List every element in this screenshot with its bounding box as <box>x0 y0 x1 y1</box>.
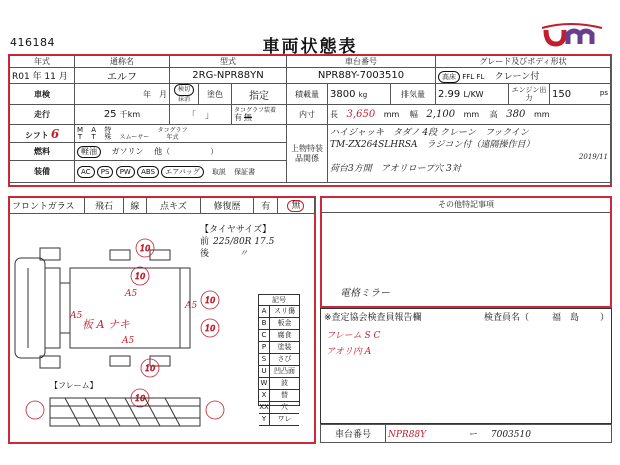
taco-yes: 有 <box>234 113 242 122</box>
wid-label: 幅 <box>409 110 418 119</box>
code-key: S <box>259 354 270 365</box>
code-key: A <box>259 306 270 317</box>
code-row <box>259 330 299 342</box>
equip-warranty: 保証書 <box>234 167 256 176</box>
tire-mark-2: 10 <box>135 272 146 281</box>
grade-opt-ffl: FFL <box>462 72 475 81</box>
mileage-bracket: 「 」 <box>170 105 232 125</box>
vehicle-model: 2RG-NPR88YN <box>170 68 287 84</box>
code-value: 凹凸面 <box>274 367 295 375</box>
tire-marks <box>131 239 219 407</box>
frame-tire-marks <box>26 401 224 419</box>
inspector-line2: アオリ内 A <box>326 347 372 357</box>
grade-opt-highfloor: 高床 <box>438 71 460 83</box>
damage-mark-2: A5 <box>185 301 198 311</box>
code-value: ワレ <box>277 415 292 423</box>
len-value: 3,650 <box>346 109 376 120</box>
chassis-num: 7003510 <box>490 430 531 440</box>
tire-mark-5: 10 <box>145 364 156 373</box>
upper-special-label: 上物特装品関係 <box>287 125 328 183</box>
len-mm: mm <box>383 110 400 119</box>
tire-title: 【タイヤサイズ】 <box>200 225 272 235</box>
frame-outline <box>50 398 200 426</box>
label-model: 型式 <box>170 56 287 68</box>
code-row <box>259 306 299 318</box>
fuel-opt-diesel: 軽油 <box>77 146 101 158</box>
tire-rear-value: 〃 <box>239 249 249 259</box>
chassis-dash: ー <box>468 430 478 440</box>
capacity-label: 積載量 <box>287 84 328 105</box>
grade-opt-fl: FL <box>476 72 485 81</box>
equip-abs: ABS <box>137 166 159 178</box>
disp-cell <box>436 84 509 105</box>
insp-repair: 修復歴 <box>200 198 254 214</box>
equip-ps: PS <box>97 166 114 178</box>
shift-label <box>10 125 75 143</box>
vehicle-frame: NPR88Y-7003510 <box>287 68 436 84</box>
insp-scratch: 点キズ <box>147 198 200 214</box>
wid-mm: mm <box>463 110 480 119</box>
capacity-cell <box>328 84 391 105</box>
shift-special-bot: 殊 <box>104 132 112 141</box>
grade-cell <box>436 68 611 84</box>
kenhoku-cell <box>170 84 199 105</box>
inner-label: 内寸 <box>287 105 328 125</box>
fuel-opt-other: 他（ ） <box>154 146 219 156</box>
mileage-unit: 千km <box>119 110 141 119</box>
shift-special-top: 特 <box>104 125 112 134</box>
len-label: 長 <box>330 110 338 119</box>
document-id: 416184 <box>10 36 55 49</box>
dimension-cell <box>328 105 611 125</box>
equip-airbag: エアバッグ <box>161 166 203 178</box>
shift-options <box>75 125 287 143</box>
wid-value: 2,100 <box>426 109 456 120</box>
insp-chip: 飛石 <box>85 198 124 214</box>
code-row <box>259 378 299 390</box>
code-row <box>259 366 299 378</box>
insp-windshield: フロントガラス <box>10 198 85 214</box>
code-key: B <box>259 318 270 329</box>
code-value: さび <box>277 355 292 363</box>
power-value: 150 <box>552 88 572 100</box>
tire-front-value: 225/80R 17.5 <box>213 237 275 247</box>
label-name: 通称名 <box>75 56 170 68</box>
code-legend-title: 記号 <box>259 295 299 306</box>
inspector-title: ※査定協会検査員報告欄 <box>324 313 422 323</box>
code-key: U <box>259 366 270 377</box>
equipment-options <box>75 161 287 183</box>
chassis-value: NPR88Y <box>388 430 427 440</box>
code-row <box>259 342 299 354</box>
color-label: 塗色 <box>199 84 232 105</box>
code-key: C <box>259 330 270 341</box>
shaken-ym: 年 月 <box>75 84 170 105</box>
tire-front-label: 前 <box>200 237 210 247</box>
grade-value: クレーン付 <box>494 71 540 82</box>
inspector-close: ） <box>600 313 610 323</box>
shift-label-text: シフト <box>24 130 49 140</box>
insp-line: 線 <box>123 198 147 214</box>
label-grade: グレード及びボディ形状 <box>436 56 611 68</box>
color-value: 指定 <box>232 84 287 105</box>
shift-handwritten: 6 <box>50 126 60 141</box>
code-row <box>259 414 299 426</box>
inspector-row <box>324 310 608 323</box>
tire-mark-3: 10 <box>205 296 216 305</box>
taco-cell <box>232 105 287 125</box>
hgt-label: 高 <box>489 110 498 119</box>
notes-title: その他特記事項 <box>322 199 610 213</box>
damage-mark-4: A5 <box>70 311 83 321</box>
code-row <box>259 402 299 414</box>
disp-label: 排気量 <box>391 84 436 105</box>
code-value: 塗装 <box>277 343 292 351</box>
tire-rear-label: 後 <box>200 249 210 259</box>
insp-no <box>277 198 314 214</box>
damage-mark-1: A5 <box>125 289 138 299</box>
damage-mark-3: A5 <box>122 336 135 346</box>
upper-line4: 荷台3方開 アオリロープ穴 3対 <box>330 164 461 174</box>
insp-yes: 有 <box>254 198 278 214</box>
equip-manual: 取説 <box>211 167 226 176</box>
disp-unit: L/KW <box>463 89 484 99</box>
mileage-cell <box>75 105 170 125</box>
upper-line3: 2019/11 <box>578 153 608 161</box>
shift-at-top: A <box>91 125 97 134</box>
shift-smoother: スムーサー <box>119 133 150 141</box>
insp-no-text: 無 <box>287 200 304 212</box>
hgt-value: 380 <box>506 109 526 120</box>
capacity-unit: kg <box>358 90 368 99</box>
code-key: XX <box>259 403 269 411</box>
code-value: 波 <box>281 379 288 387</box>
taco-label: タコグラフ装着 <box>234 107 277 114</box>
kenhoku-top: 検切 <box>174 84 194 96</box>
shift-taco-bot: 年式 <box>166 133 179 141</box>
frame-label: 【フレーム】 <box>50 381 98 390</box>
code-rows <box>259 306 299 426</box>
code-key: W <box>259 378 270 389</box>
code-value: 替 <box>281 391 288 399</box>
label-year: 年式 <box>10 56 75 68</box>
upper-line2: TM-ZX264SLHRSA ラジコン付（遠隔操作目） <box>330 140 535 150</box>
tire-mark-6: 10 <box>135 394 146 403</box>
vehicle-info-table <box>9 55 611 183</box>
fuel-options <box>75 143 287 161</box>
page-title: 車両状態表 <box>262 37 358 57</box>
hgt-mm: mm <box>533 110 550 119</box>
vehicle-year: R01 年 11 月 <box>10 68 75 84</box>
power-label: エンジン出力 <box>509 84 550 105</box>
code-value: スリ傷 <box>274 307 295 315</box>
label-frame: 車台番号 <box>287 56 436 68</box>
code-row <box>259 318 299 330</box>
inspection-row <box>9 197 315 214</box>
shift-mt-bot: T <box>77 132 83 141</box>
fuel-opt-gasoline: ガソリン <box>111 146 144 156</box>
truck-outline <box>15 248 190 368</box>
truck-diagram <box>10 228 250 438</box>
mileage-label: 走行 <box>10 105 75 125</box>
chassis-label: 車台番号 <box>321 425 386 443</box>
shift-mt-top: M <box>77 125 84 134</box>
inspector-label: 検査員名（ <box>484 313 530 323</box>
code-key: Y <box>259 414 270 425</box>
code-legend <box>258 294 300 423</box>
fuel-label: 燃料 <box>10 143 75 161</box>
code-key: X <box>259 390 270 401</box>
notes-text: 電格ミラー <box>340 288 390 299</box>
code-value: 板金 <box>277 319 292 327</box>
chassis-footer <box>320 424 612 443</box>
chassis-value-cell <box>386 425 612 443</box>
disp-value: 2.99 <box>438 88 461 100</box>
damage-marks <box>69 289 197 346</box>
bed-note: 板 A ナキ <box>82 318 130 331</box>
equip-ac: AC <box>77 166 95 178</box>
vehicle-name: エルフ <box>75 68 170 84</box>
power-cell <box>550 84 611 105</box>
upper-special-cell <box>328 125 611 183</box>
shift-at-bot: T <box>91 132 96 141</box>
code-row <box>259 354 299 366</box>
taco-no: 無 <box>243 113 252 122</box>
mileage-value: 25 <box>103 109 117 120</box>
equipment-label: 装備 <box>10 161 75 183</box>
capacity-value: 3800 <box>330 88 356 100</box>
tire-mark-1: 10 <box>140 244 151 253</box>
code-row <box>259 390 299 402</box>
shift-taco-top: タコグラフ <box>157 126 188 134</box>
kenhoku-bot: 抹消 <box>177 96 190 103</box>
equip-pw: PW <box>116 166 135 178</box>
inspector-report <box>320 308 612 424</box>
upper-line1: ハイジャッキ タダノ 4段 クレーン フックイン <box>330 128 529 138</box>
power-unit: ps <box>599 88 608 97</box>
company-logo <box>540 22 604 50</box>
code-value: 腐食 <box>277 331 292 339</box>
shaken-label: 車検 <box>10 84 75 105</box>
code-value: 穴 <box>281 403 288 411</box>
inspector-line1: フレーム S C <box>326 331 381 341</box>
code-key: P <box>259 342 270 353</box>
inspector-name: 福 島 <box>552 313 580 323</box>
tire-mark-4: 10 <box>205 324 216 333</box>
